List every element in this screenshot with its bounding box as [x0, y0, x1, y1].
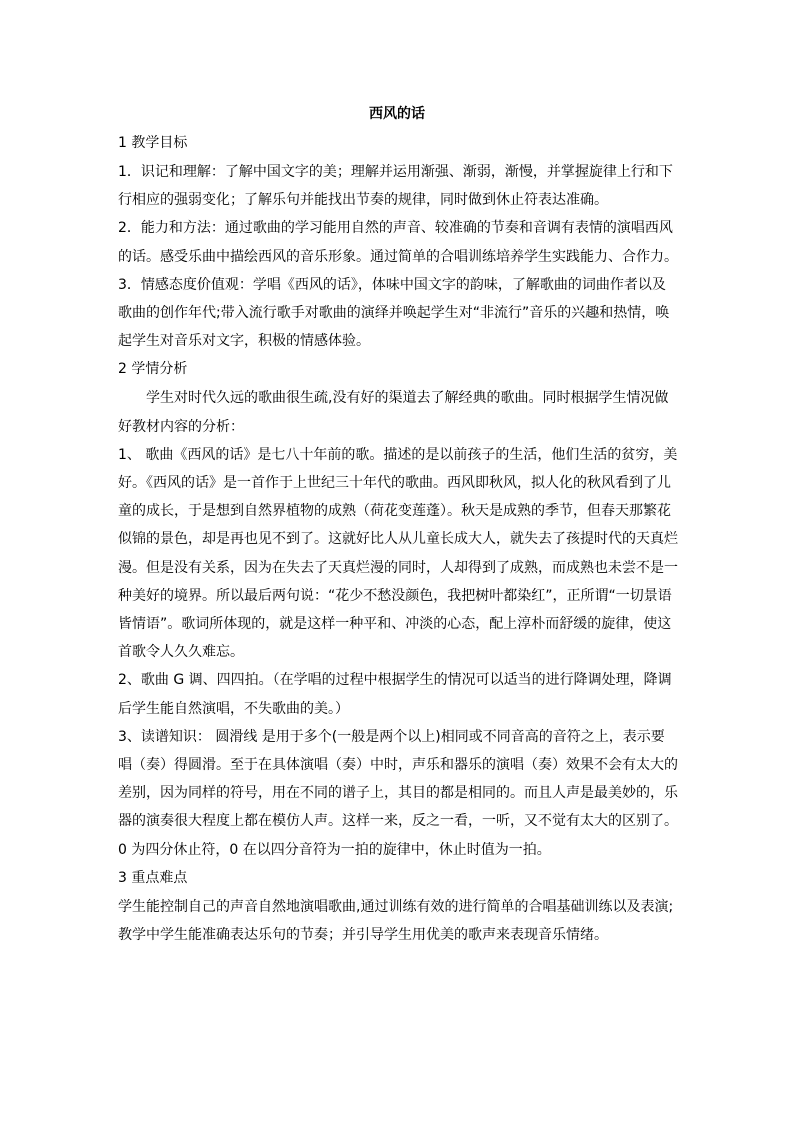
- text-line: 童的成长，于是想到自然界植物的成熟（荷花变莲蓬）。秋天是成熟的季节，但春天那繁花: [118, 503, 671, 520]
- paragraph: [118, 271, 676, 356]
- paragraph: [118, 723, 676, 864]
- text-line: 1、 歌曲《西风的话》是七八十年前的歌。描述的是以前孩子的生活，他们生活的贫穷，美: [118, 446, 678, 463]
- paragraph: [118, 214, 676, 270]
- text-line: 1．识记和理解：了解中国文字的美；理解并运用渐强、渐弱，渐慢，并掌握旋律上行和下: [118, 164, 673, 180]
- text-line: 种美好的境界。所以最后两句说：“花少不愁没颜色，我把树叶都染红”，正所谓“一切景语: [118, 587, 672, 604]
- text-line: 唱（奏）得圆滑。至于在具体演唱（奏）中时，声乐和器乐的演唱（奏）效果不会有太大的: [118, 757, 678, 774]
- text-line: 差别，因为同样的符号，用在不同的谱子上，其目的都是相同的。而且人声是最美妙的，乐: [118, 785, 678, 802]
- text-line: 漫。但是没有关系，因为在失去了天真烂漫的同时，人却得到了成熟，而成熟也未尝不是一: [118, 559, 678, 576]
- document-title: 西风的话: [369, 106, 425, 122]
- text-line: 3．情感态度价值观：学唱《西风的话》，体味中国文字的韵味，了解歌曲的词曲作者以及: [118, 276, 666, 293]
- text-line: 行相应的强弱变化；了解乐句并能找出节奏的规律，同时做到休止符表达准确。: [118, 192, 608, 209]
- text-line: 2、歌曲 G 调、四四拍。（在学唱的过程中根据学生的情况可以适当的进行降调处理，降调: [118, 672, 672, 689]
- text-line: 器的演奏很大程度上都在模仿人声。这样一来，反之一看，一听，又不觉有太大的区别了。: [118, 813, 678, 830]
- text-line: 后学生能自然演唱，不失歌曲的美。）: [118, 700, 349, 717]
- document-content: [118, 101, 676, 949]
- text-line: 好教材内容的分析：: [118, 418, 244, 435]
- paragraph: [118, 893, 676, 949]
- section-heading-objectives: 1 教学目标: [118, 135, 188, 151]
- text-line: 首歌令人久久难忘。: [118, 644, 244, 661]
- paragraph: [118, 441, 676, 667]
- text-line: 的话。感受乐曲中描绘西风的音乐形象。通过简单的合唱训练培养学生实践能力、合作力。: [118, 248, 678, 265]
- text-line: 好。《西风的话》是一首作于上世纪三十年代的歌曲。西风即秋风，拟人化的秋风看到了儿: [118, 475, 671, 492]
- text-line: 似锦的景色，却是再也见不到了。这就好比人从儿童长成大人，就失去了孩提时代的天真烂: [118, 531, 678, 548]
- text-line: 教学中学生能准确表达乐句的节奏；并引导学生用优美的歌声来表现音乐情绪。: [118, 927, 608, 944]
- section-heading-analysis: 2 学情分析: [118, 361, 188, 378]
- paragraph: [118, 158, 676, 214]
- text-line: 起学生对音乐对文字，积极的情感体验。: [118, 333, 370, 350]
- text-line: 3、读谱知识： 圆滑线 是用于多个(一般是两个以上)相同或不同音高的音符之上，表示要: [118, 728, 665, 745]
- text-line: 0 为四分休止符，0 在以四分音符为一拍的旋律中，休止时值为一拍。: [118, 841, 551, 858]
- text-line: 歌曲的创作年代;带入流行歌手对歌曲的演绎并唤起学生对“非流行”音乐的兴趣和热情，唤: [118, 305, 670, 322]
- text-line: 皆情语”。歌词所体现的，就是这样一种平和、冲淡的心态，配上淳朴而舒缓的旋律，使这: [118, 616, 672, 633]
- text-line: 学生能控制自己的声音自然地演唱歌曲,通过训练有效的进行简单的合唱基础训练以及表演;: [118, 898, 674, 915]
- text-line: 学生对时代久远的歌曲很生疏,没有好的渠道去了解经典的歌曲。同时根据学生情况做: [146, 390, 669, 407]
- text-line: 2．能力和方法：通过歌曲的学习能用自然的声音、较准确的节奏和音调有表情的演唱西风: [118, 220, 673, 237]
- paragraph: [118, 384, 676, 440]
- section-heading-key-points: 3 重点难点: [118, 869, 188, 886]
- paragraph: [118, 666, 676, 722]
